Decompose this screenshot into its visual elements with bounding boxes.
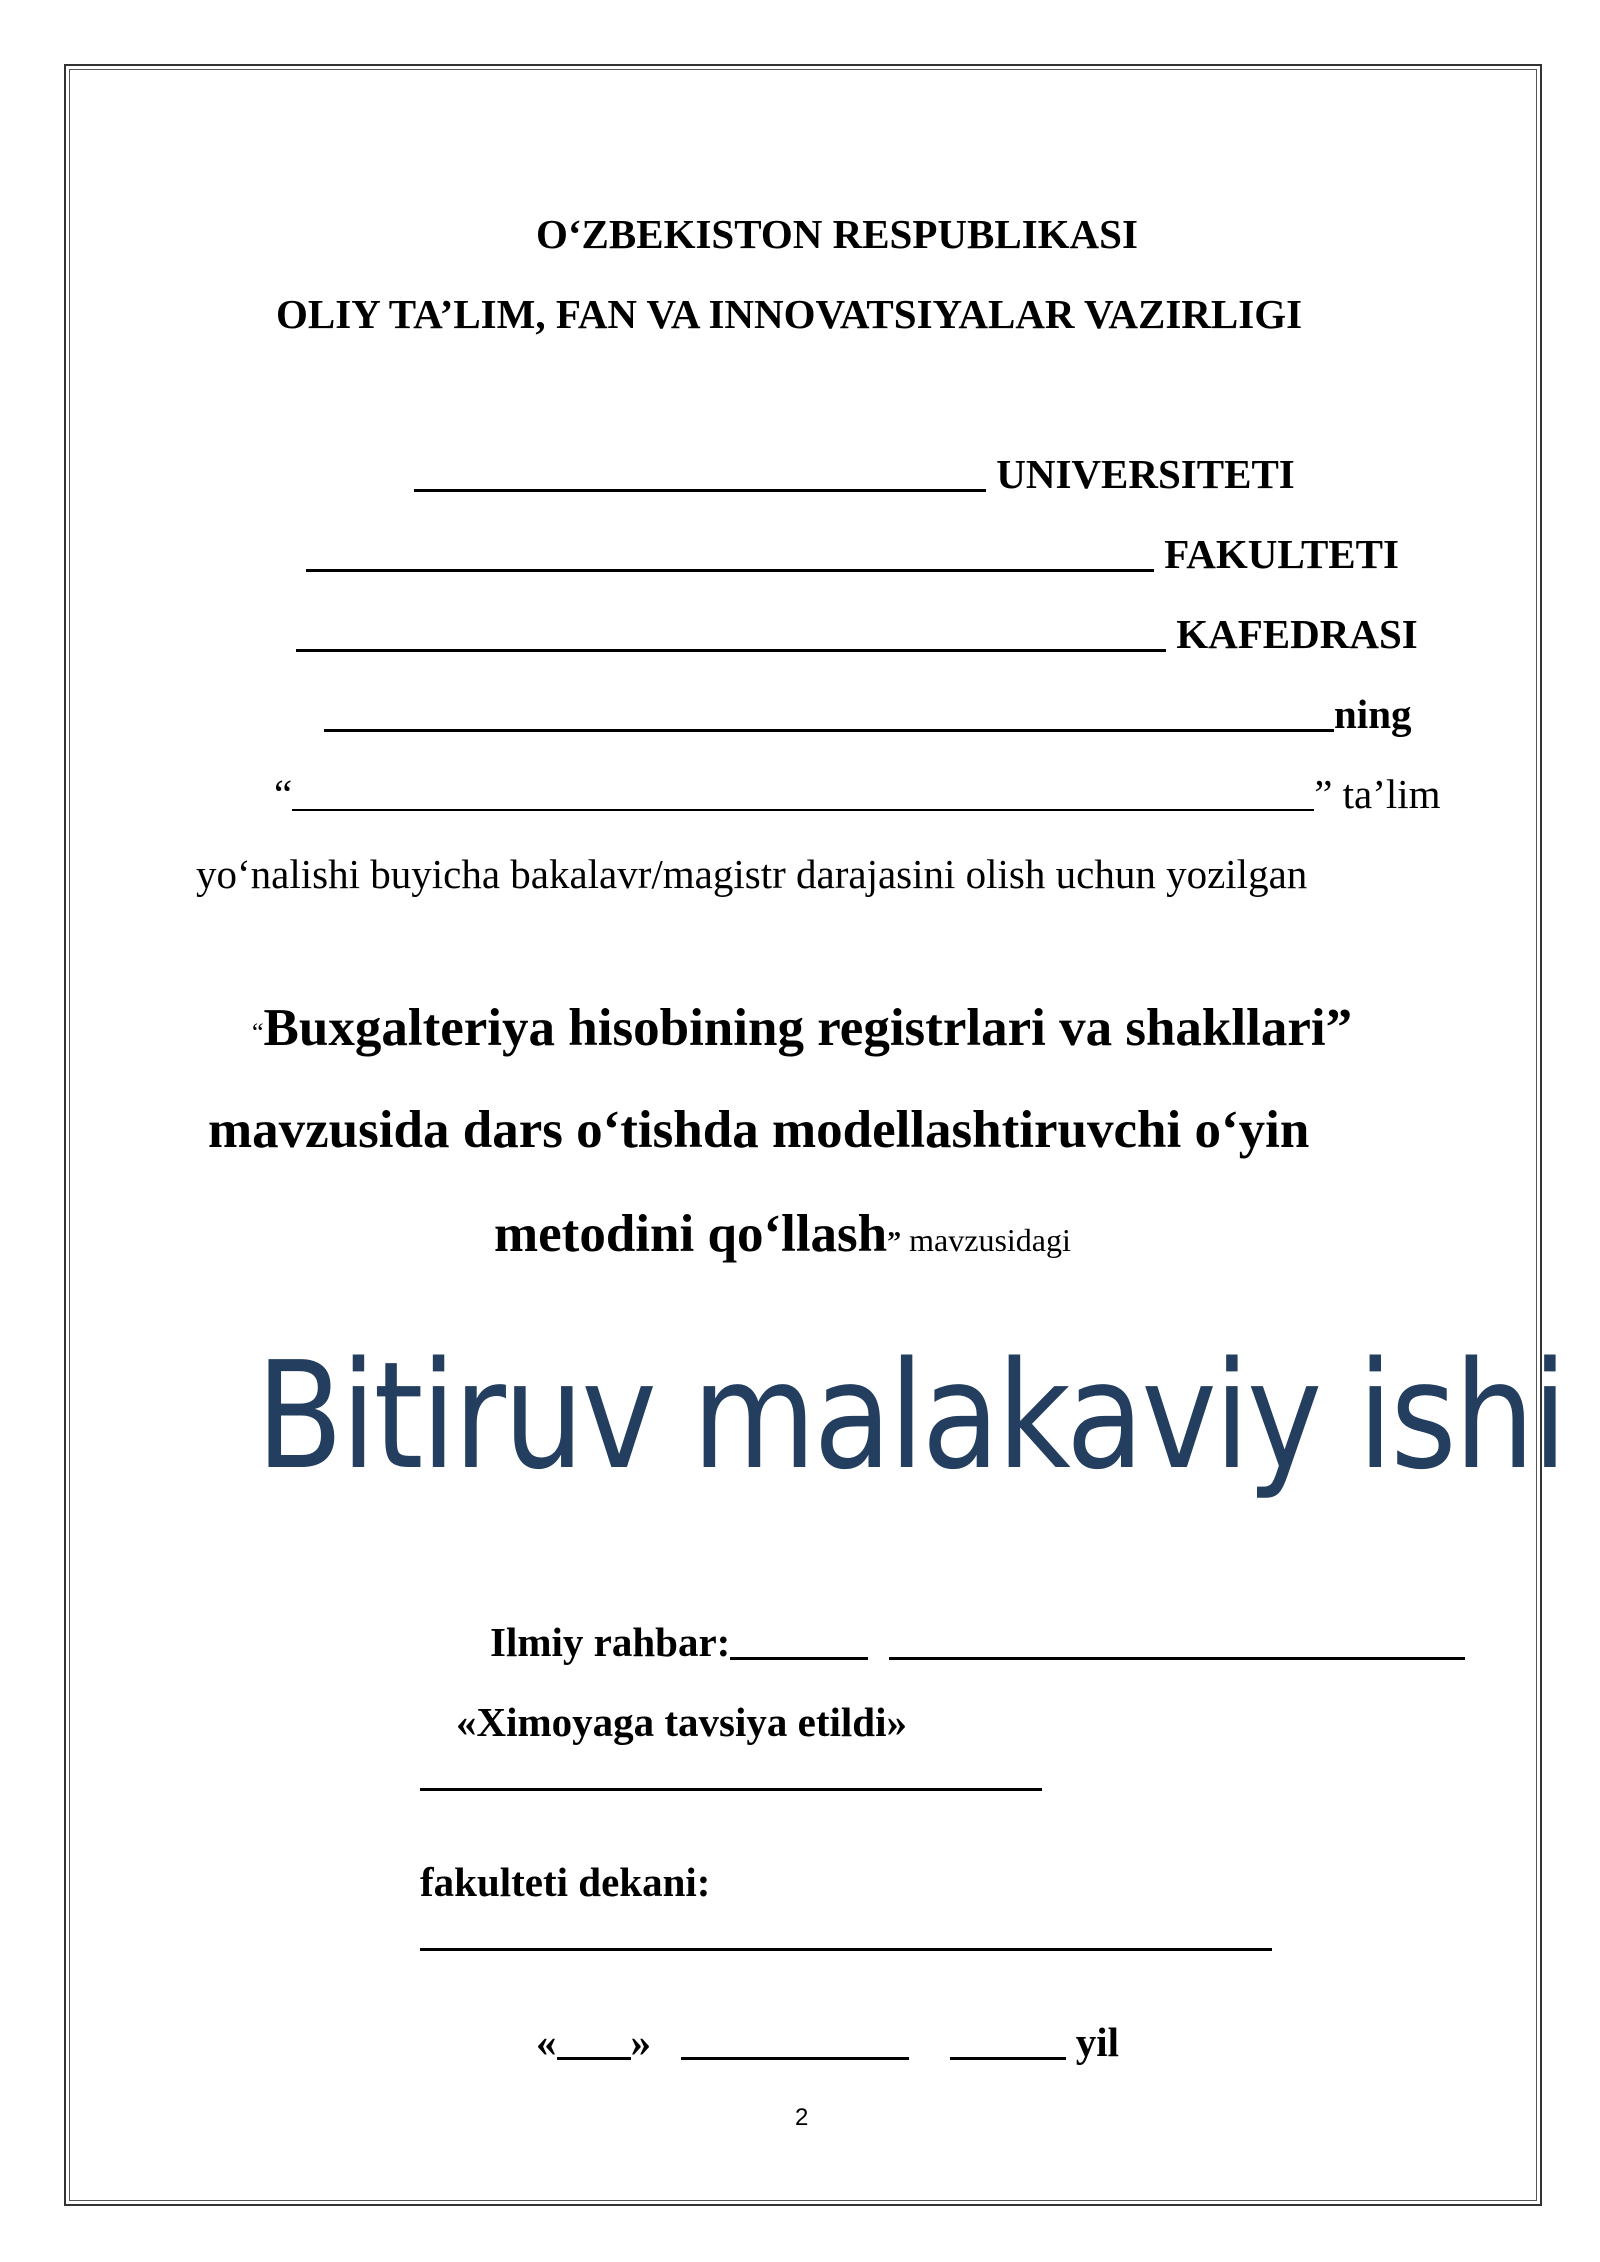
supervisor-label: Ilmiy rahbar:: [490, 1619, 731, 1665]
student-blank: [324, 729, 1334, 732]
topic-close-quote: ”: [887, 1227, 902, 1258]
topic-open-quote: “: [252, 1018, 264, 1047]
date-day-blank: [557, 2057, 631, 2060]
topic-suffix: mavzusidagi: [901, 1222, 1071, 1258]
faculty-line: [306, 531, 1399, 577]
dean-name-blank: [420, 1948, 1272, 1951]
direction-blank: [292, 809, 1314, 811]
dean-faculty-blank: [420, 1788, 1042, 1791]
student-line: [324, 691, 1412, 737]
date-line: [536, 2019, 1120, 2065]
supervisor-blank-short: [730, 1657, 868, 1660]
date-close: »: [630, 2019, 651, 2065]
topic-line-1: [252, 999, 1353, 1057]
direction-line: [274, 771, 1441, 817]
date-year-label: yil: [1075, 2019, 1120, 2065]
supervisor-line: [490, 1619, 1465, 1665]
dean-label: fakulteti dekani:: [420, 1859, 711, 1905]
faculty-blank: [306, 569, 1154, 572]
supervisor-blank-long: [889, 1657, 1465, 1660]
topic-line-2: mavzusida dars o‘tishda modellashtiruvchi o‘yin: [208, 1101, 1310, 1159]
date-year-blank: [950, 2057, 1066, 2060]
topic-line-3: [494, 1205, 1071, 1263]
department-line: [296, 611, 1418, 657]
university-line: [414, 451, 1295, 497]
date-open: «: [536, 2019, 557, 2065]
topic-line-3-text: metodini qo‘llash: [494, 1205, 888, 1263]
ministry-heading: OLIY TA’LIM, FAN VA INNOVATSIYALAR VAZIRLIGI: [276, 291, 1303, 337]
work-type-title: Bitiruv malakaviy ishi: [256, 1330, 1565, 1502]
department-label: KAFEDRASI: [1176, 611, 1418, 657]
student-suffix: ning: [1334, 691, 1412, 737]
faculty-label: FAKULTETI: [1164, 531, 1399, 577]
direction-suffix: ” ta’lim: [1314, 771, 1441, 817]
defense-recommended: «Ximoyaga tavsiya etildi»: [456, 1699, 907, 1745]
purpose-line: yo‘nalishi buyicha bakalavr/magistr darajasini olish uchun yozilgan: [196, 851, 1308, 897]
date-month-blank: [681, 2057, 909, 2060]
department-blank: [296, 649, 1166, 652]
university-label: UNIVERSITETI: [996, 451, 1295, 497]
direction-open-quote: “: [274, 771, 293, 817]
country-heading: O‘ZBEKISTON RESPUBLIKASI: [536, 211, 1138, 257]
topic-line-1-text: Buxgalteriya hisobining registrlari va shakllari”: [263, 999, 1353, 1057]
page-number: 2: [795, 2104, 809, 2131]
university-blank: [414, 489, 986, 492]
